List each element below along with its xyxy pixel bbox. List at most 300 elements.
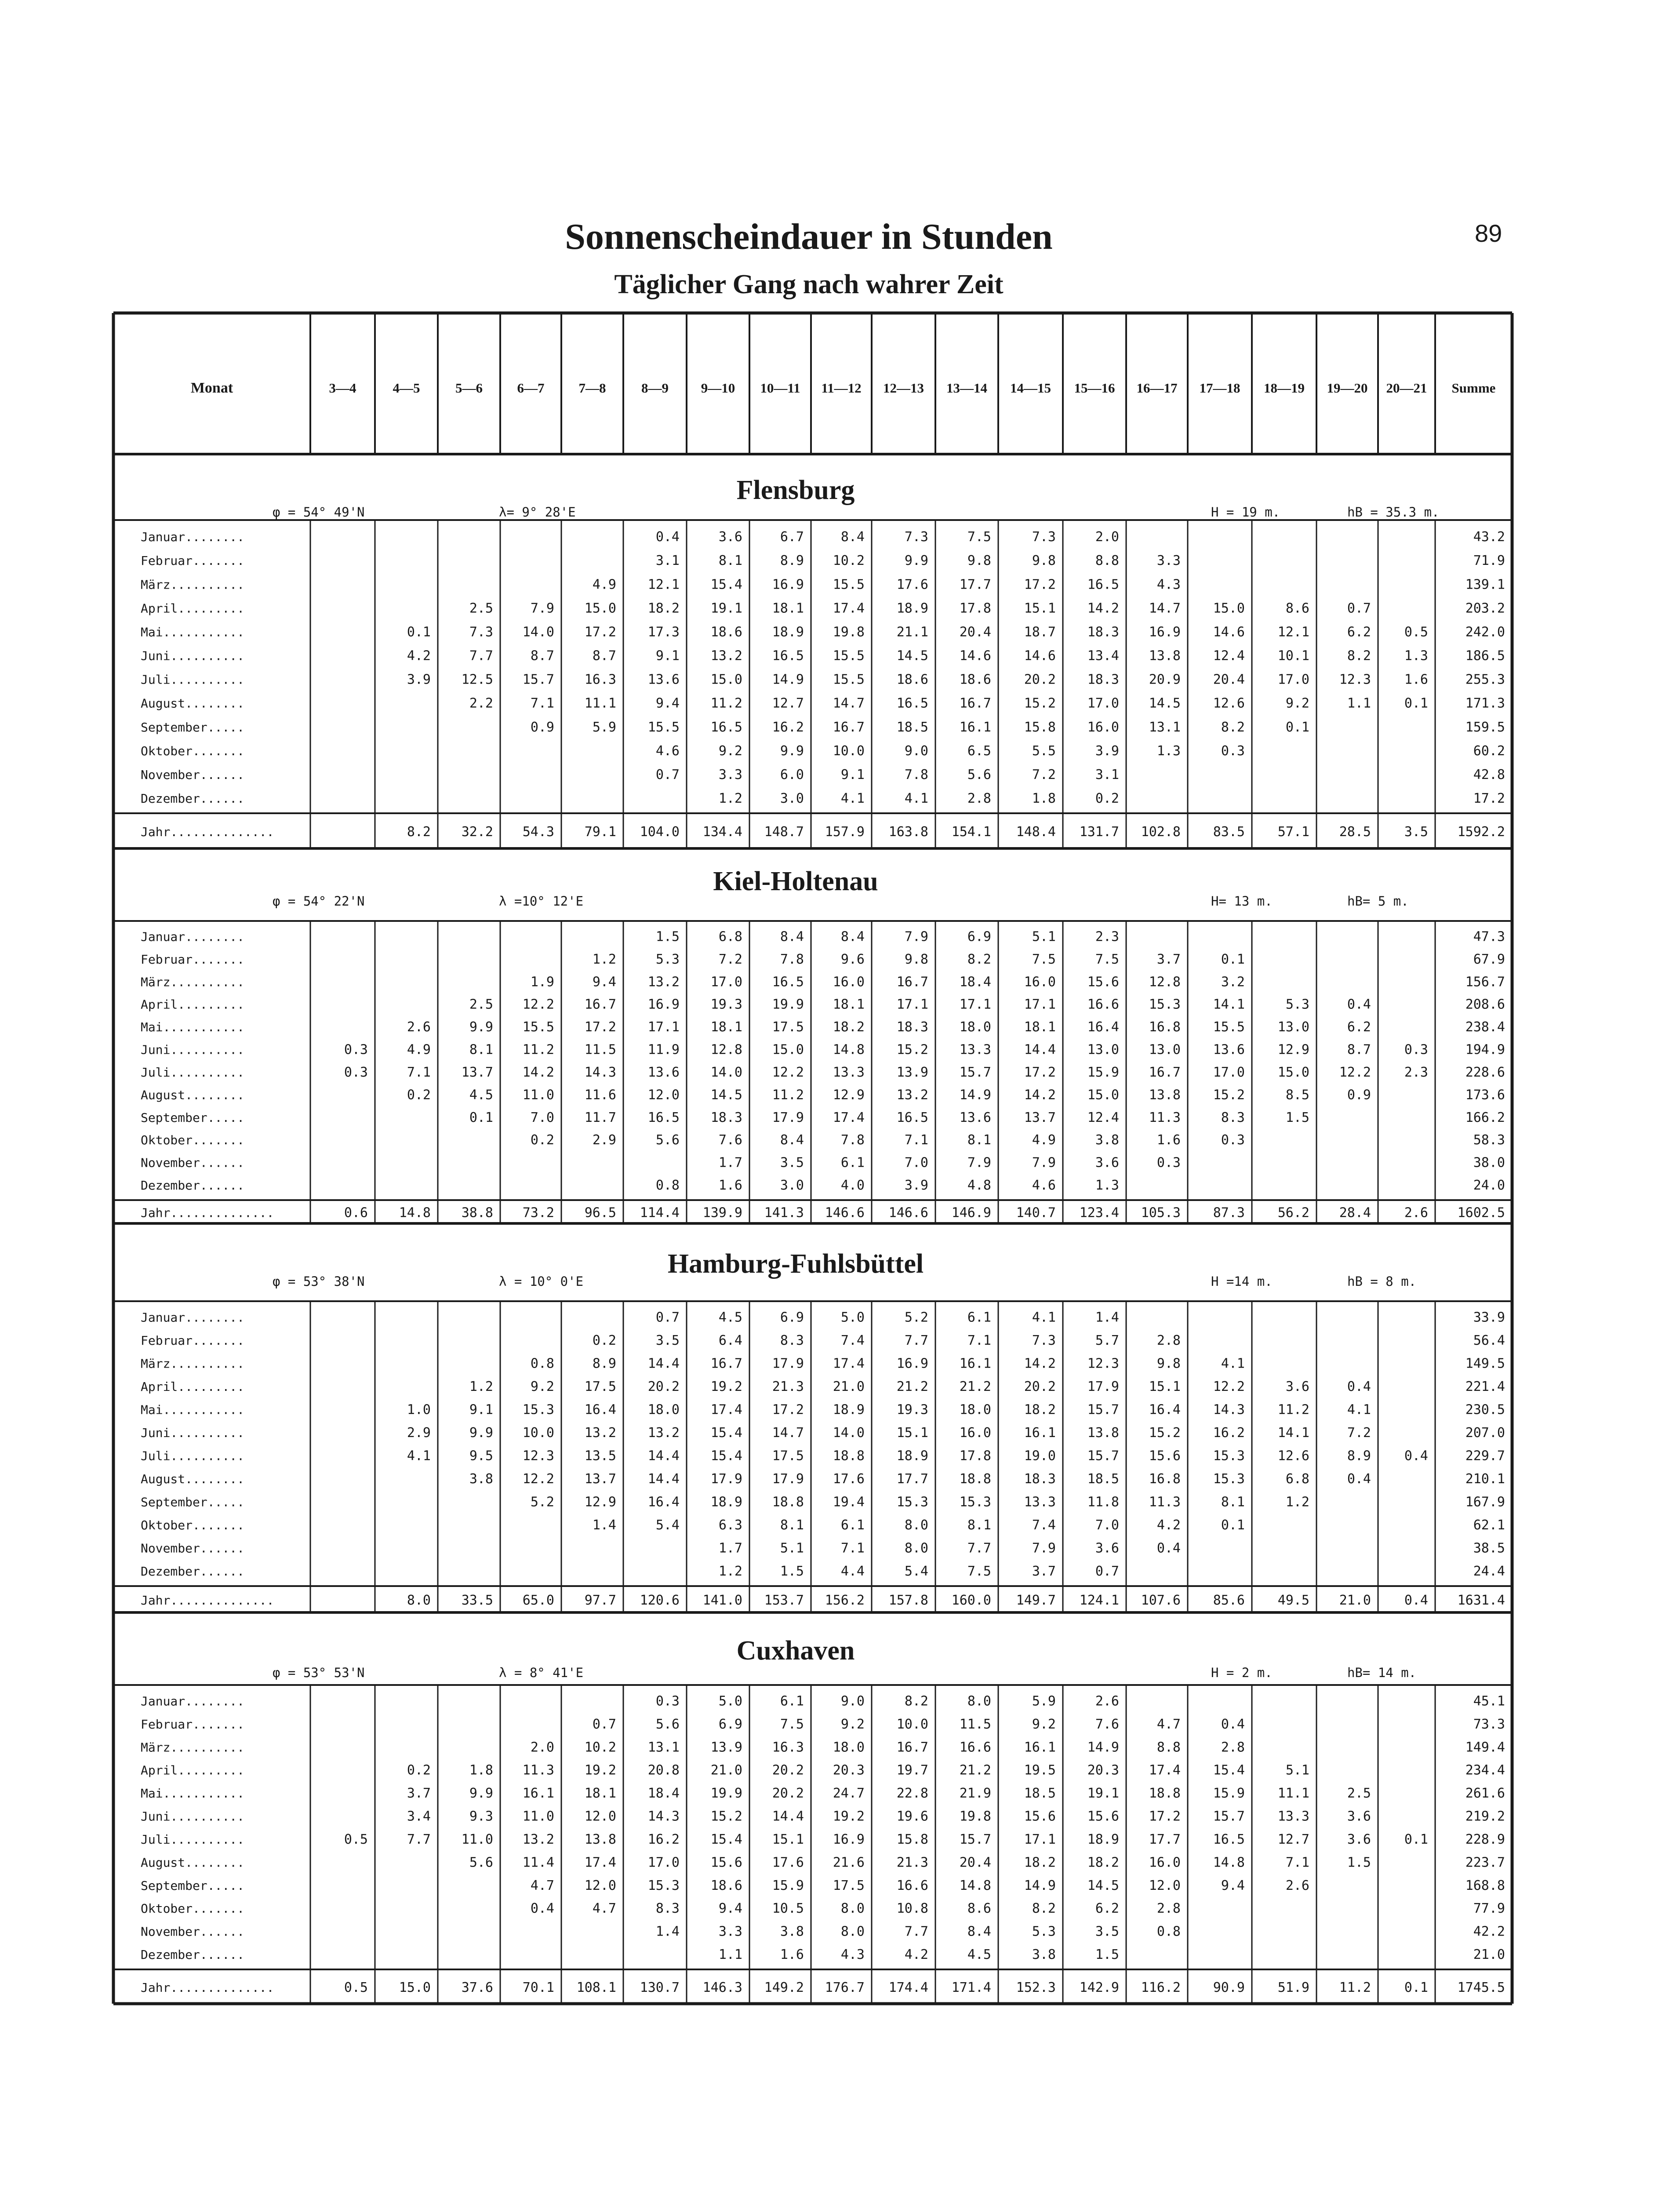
table-cell: 0.1 [1404, 1831, 1428, 1847]
table-cell: 9.9 [780, 743, 804, 759]
table-cell: 4.7 [530, 1878, 554, 1893]
station-latitude: φ = 54° 49'N [273, 505, 365, 520]
table-cell: 4.8 [967, 1178, 991, 1193]
year-cell: 96.5 [584, 1205, 616, 1221]
table-cell: 18.6 [710, 1878, 742, 1893]
year-cell: 146.9 [951, 1205, 991, 1221]
table-cell: 21.0 [833, 1379, 865, 1394]
table-cell: 15.6 [1149, 1448, 1181, 1464]
year-cell: 87.3 [1213, 1205, 1245, 1221]
table-cell: 13.2 [710, 648, 742, 664]
table-cell: 1.5 [780, 1564, 804, 1579]
table-cell: 16.1 [959, 719, 991, 735]
table-cell: 14.5 [1149, 695, 1181, 711]
year-cell: 8.2 [407, 824, 431, 840]
table-cell: 0.7 [655, 1310, 680, 1325]
year-cell: 157.9 [825, 824, 865, 840]
table-cell: 8.0 [840, 1924, 865, 1940]
table-cell: 18.1 [710, 1019, 742, 1035]
table-cell: 15.3 [647, 1878, 680, 1893]
table-cell: 15.0 [772, 1042, 804, 1058]
table-cell: 17.5 [772, 1019, 804, 1035]
year-cell: 8.0 [407, 1593, 431, 1608]
table-cell: 15.1 [1024, 600, 1056, 616]
year-cell: 28.5 [1339, 824, 1371, 840]
table-cell: 7.1 [840, 1540, 865, 1556]
table-cell: 14.1 [1213, 997, 1245, 1012]
table-cell: 0.3 [1221, 1132, 1245, 1148]
table-cell: 228.6 [1465, 1064, 1505, 1080]
table-cell: 16.1 [959, 1356, 991, 1372]
table-cell: 7.8 [780, 951, 804, 967]
table-cell: 17.1 [1024, 1831, 1056, 1847]
table-cell: 19.2 [710, 1379, 742, 1394]
table-cell: 9.2 [1285, 695, 1309, 711]
table-cell: 24.0 [1473, 1178, 1505, 1193]
table-cell: 10.1 [1277, 648, 1309, 664]
table-cell: 18.3 [710, 1110, 742, 1125]
table-cell: 1.1 [1347, 695, 1371, 711]
table-cell: 2.6 [1095, 1693, 1119, 1709]
year-cell: 15.0 [399, 1980, 431, 1995]
table-cell: 8.4 [780, 1132, 804, 1148]
table-cell: 12.3 [522, 1448, 554, 1464]
table-cell: 17.1 [647, 1019, 680, 1035]
table-cell: 19.9 [772, 997, 804, 1012]
table-cell: 0.3 [1221, 743, 1245, 759]
table-cell: 1.7 [718, 1540, 742, 1556]
table-cell: 17.8 [959, 1448, 991, 1464]
table-cell: 12.3 [1087, 1356, 1119, 1372]
table-cell: 13.7 [461, 1064, 493, 1080]
table-cell: 2.3 [1095, 929, 1119, 945]
table-cell: 13.8 [1149, 1087, 1181, 1103]
table-cell: 19.4 [833, 1494, 865, 1510]
table-cell: 15.5 [522, 1019, 554, 1035]
table-cell: 17.4 [833, 1110, 865, 1125]
table-cell: 7.2 [1032, 767, 1056, 782]
year-cell: 141.0 [702, 1593, 742, 1608]
table-cell: 2.6 [407, 1019, 431, 1035]
table-cell: 1.1 [718, 1947, 742, 1962]
table-cell: 9.4 [592, 974, 616, 990]
year-cell: 21.0 [1339, 1593, 1371, 1608]
table-cell: 8.1 [967, 1517, 991, 1533]
table-cell: 17.1 [1024, 997, 1056, 1012]
table-cell: 2.5 [1347, 1786, 1371, 1801]
table-cell: 13.6 [1213, 1042, 1245, 1058]
page-subtitle: Täglicher Gang nach wahrer Zeit [614, 269, 1004, 299]
table-cell: 14.6 [959, 648, 991, 664]
table-cell: 15.6 [1024, 1809, 1056, 1824]
table-cell: 9.3 [469, 1809, 493, 1824]
station-longitude: λ= 9° 28'E [499, 505, 576, 520]
table-cell: 16.2 [647, 1831, 680, 1847]
table-cell: 159.5 [1465, 719, 1505, 735]
table-cell: 17.3 [647, 624, 680, 640]
table-cell: 171.3 [1465, 695, 1505, 711]
table-cell: 6.2 [1347, 1019, 1371, 1035]
table-cell: 15.5 [833, 577, 865, 593]
table-cell: 219.2 [1465, 1809, 1505, 1824]
table-cell: 19.8 [959, 1809, 991, 1824]
table-cell: 12.2 [1213, 1379, 1245, 1394]
table-cell: 8.3 [780, 1333, 804, 1348]
table-cell: 15.0 [1087, 1087, 1119, 1103]
table-cell: 13.8 [1087, 1425, 1119, 1441]
table-cell: 8.8 [1095, 553, 1119, 569]
table-cell: 7.6 [718, 1132, 742, 1148]
table-cell: 17.5 [833, 1878, 865, 1893]
table-cell: 14.8 [959, 1878, 991, 1893]
header-hour-14: 14—15 [1010, 380, 1051, 396]
table-cell: 15.4 [710, 1448, 742, 1464]
table-cell: 18.9 [833, 1402, 865, 1418]
year-cell: 32.2 [461, 824, 493, 840]
table-cell: 17.6 [896, 577, 928, 593]
table-cell: 0.1 [469, 1110, 493, 1125]
table-cell: 15.4 [1213, 1762, 1245, 1778]
table-cell: 18.1 [833, 997, 865, 1012]
month-label: August........ [141, 696, 245, 711]
table-cell: 15.9 [772, 1878, 804, 1893]
table-cell: 7.5 [967, 1564, 991, 1579]
table-cell: 16.6 [959, 1739, 991, 1755]
table-cell: 1.4 [1095, 1310, 1119, 1325]
table-cell: 4.3 [840, 1947, 865, 1962]
table-cell: 4.1 [904, 791, 928, 806]
table-cell: 18.9 [710, 1494, 742, 1510]
table-cell: 8.0 [904, 1517, 928, 1533]
station-longitude: λ =10° 12'E [499, 894, 584, 909]
table-cell: 11.5 [584, 1042, 616, 1058]
table-cell: 18.9 [772, 624, 804, 640]
table-cell: 3.6 [718, 529, 742, 545]
year-cell: 70.1 [522, 1980, 554, 1995]
table-cell: 12.1 [1277, 624, 1309, 640]
table-cell: 12.8 [710, 1042, 742, 1058]
month-label: Mai........... [141, 1786, 245, 1801]
year-cell: 2.6 [1404, 1205, 1428, 1221]
table-cell: 1.2 [1285, 1494, 1309, 1510]
table-cell: 173.6 [1465, 1087, 1505, 1103]
table-cell: 9.8 [1156, 1356, 1181, 1372]
station-latitude: φ = 54° 22'N [273, 894, 365, 909]
table-cell: 0.4 [1404, 1448, 1428, 1464]
table-cell: 15.3 [522, 1402, 554, 1418]
month-label: August........ [141, 1088, 245, 1103]
table-cell: 21.0 [710, 1762, 742, 1778]
table-cell: 4.1 [840, 791, 865, 806]
table-cell: 11.8 [1087, 1494, 1119, 1510]
year-cell: 156.2 [825, 1593, 865, 1608]
table-cell: 4.1 [1221, 1356, 1245, 1372]
table-cell: 18.3 [1024, 1471, 1056, 1487]
table-cell: 17.9 [1087, 1379, 1119, 1394]
year-label: Jahr.............. [141, 1593, 274, 1608]
year-cell: 107.6 [1141, 1593, 1181, 1608]
table-cell: 6.5 [967, 743, 991, 759]
month-label: April......... [141, 997, 245, 1012]
table-cell: 6.1 [840, 1517, 865, 1533]
table-cell: 0.1 [1285, 719, 1309, 735]
table-cell: 0.1 [1221, 1517, 1245, 1533]
table-cell: 18.0 [959, 1019, 991, 1035]
table-cell: 1.0 [407, 1402, 431, 1418]
month-label: Juni.......... [141, 648, 245, 663]
table-cell: 14.2 [1087, 600, 1119, 616]
table-cell: 6.9 [718, 1716, 742, 1732]
table-cell: 5.0 [840, 1310, 865, 1325]
table-cell: 1.8 [1032, 791, 1056, 806]
table-cell: 8.1 [967, 1132, 991, 1148]
table-cell: 12.2 [522, 1471, 554, 1487]
table-cell: 0.3 [344, 1064, 368, 1080]
table-cell: 20.4 [959, 1855, 991, 1870]
year-cell: 160.0 [951, 1593, 991, 1608]
table-cell: 7.5 [1032, 951, 1056, 967]
table-cell: 4.4 [840, 1564, 865, 1579]
table-cell: 15.7 [522, 672, 554, 688]
table-cell: 8.2 [1221, 719, 1245, 735]
table-cell: 13.6 [647, 1064, 680, 1080]
table-cell: 8.7 [1347, 1042, 1371, 1058]
table-cell: 16.0 [1149, 1855, 1181, 1870]
year-cell: 148.4 [1016, 824, 1056, 840]
table-cell: 20.4 [959, 624, 991, 640]
station-name-kiel-holtenau: Kiel-Holtenau [713, 866, 878, 896]
year-label: Jahr.............. [141, 825, 274, 839]
table-cell: 16.1 [522, 1786, 554, 1801]
table-cell: 4.5 [718, 1310, 742, 1325]
table-cell: 3.6 [1095, 1540, 1119, 1556]
table-cell: 18.2 [1024, 1855, 1056, 1870]
table-cell: 6.4 [718, 1333, 742, 1348]
table-cell: 12.4 [1087, 1110, 1119, 1125]
table-cell: 17.0 [1087, 695, 1119, 711]
table-cell: 0.1 [1221, 951, 1245, 967]
table-cell: 19.2 [584, 1762, 616, 1778]
table-cell: 17.4 [1149, 1762, 1181, 1778]
month-label: Dezember...... [141, 1564, 245, 1579]
table-cell: 7.5 [967, 529, 991, 545]
table-cell: 0.7 [655, 767, 680, 782]
table-cell: 13.2 [647, 1425, 680, 1441]
table-cell: 3.3 [1156, 553, 1181, 569]
table-cell: 8.2 [1032, 1901, 1056, 1917]
table-cell: 2.2 [469, 695, 493, 711]
month-label: Mai........... [141, 625, 245, 640]
table-cell: 7.9 [530, 600, 554, 616]
month-label: Oktober....... [141, 1133, 245, 1148]
table-cell: 17.9 [710, 1471, 742, 1487]
table-cell: 18.8 [772, 1494, 804, 1510]
header-hour-8: 8—9 [641, 380, 669, 396]
table-cell: 16.5 [710, 719, 742, 735]
table-cell: 18.2 [1087, 1855, 1119, 1870]
table-cell: 4.9 [407, 1042, 431, 1058]
table-cell: 18.9 [896, 1448, 928, 1464]
table-cell: 0.5 [344, 1831, 368, 1847]
table-cell: 16.0 [1024, 974, 1056, 990]
table-cell: 15.9 [1213, 1786, 1245, 1801]
table-cell: 7.1 [967, 1333, 991, 1348]
month-label: November...... [141, 767, 245, 782]
table-cell: 6.7 [780, 529, 804, 545]
table-cell: 149.4 [1465, 1739, 1505, 1755]
table-cell: 8.7 [592, 648, 616, 664]
table-cell: 0.4 [1347, 1379, 1371, 1394]
table-cell: 14.5 [710, 1087, 742, 1103]
table-cell: 208.6 [1465, 997, 1505, 1012]
table-cell: 13.0 [1149, 1042, 1181, 1058]
table-cell: 16.9 [772, 577, 804, 593]
year-cell: 51.9 [1277, 1980, 1309, 1995]
year-cell: 97.7 [584, 1593, 616, 1608]
table-cell: 12.9 [1277, 1042, 1309, 1058]
table-cell: 17.8 [959, 600, 991, 616]
table-cell: 3.6 [1285, 1379, 1309, 1394]
table-cell: 10.0 [896, 1716, 928, 1732]
table-cell: 13.4 [1087, 648, 1119, 664]
year-label: Jahr.............. [141, 1205, 274, 1220]
table-cell: 14.5 [896, 648, 928, 664]
table-cell: 11.6 [584, 1087, 616, 1103]
table-cell: 3.8 [1032, 1947, 1056, 1962]
table-cell: 21.3 [772, 1379, 804, 1394]
year-cell: 108.1 [576, 1980, 616, 1995]
year-cell: 3.5 [1404, 824, 1428, 840]
table-cell: 8.0 [840, 1901, 865, 1917]
table-cell: 4.2 [904, 1947, 928, 1962]
table-cell: 5.6 [655, 1132, 680, 1148]
table-cell: 12.2 [522, 997, 554, 1012]
table-cell: 4.6 [1032, 1178, 1056, 1193]
table-cell: 2.8 [1156, 1901, 1181, 1917]
month-label: Dezember...... [141, 791, 245, 806]
table-cell: 11.3 [522, 1762, 554, 1778]
table-cell: 223.7 [1465, 1855, 1505, 1870]
table-cell: 15.4 [710, 1425, 742, 1441]
year-cell: 114.4 [640, 1205, 680, 1221]
table-cell: 5.2 [904, 1310, 928, 1325]
year-cell: 57.1 [1277, 824, 1309, 840]
table-cell: 13.1 [1149, 719, 1181, 735]
table-cell: 11.3 [1149, 1110, 1181, 1125]
table-cell: 17.5 [772, 1448, 804, 1464]
table-cell: 8.0 [904, 1540, 928, 1556]
year-cell: 163.8 [888, 824, 928, 840]
year-cell: 176.7 [825, 1980, 865, 1995]
table-cell: 14.4 [772, 1809, 804, 1824]
header-hour-4: 4—5 [393, 380, 420, 396]
table-cell: 5.4 [904, 1564, 928, 1579]
table-cell: 16.8 [1149, 1471, 1181, 1487]
table-cell: 9.1 [469, 1402, 493, 1418]
table-cell: 5.5 [1032, 743, 1056, 759]
table-cell: 229.7 [1465, 1448, 1505, 1464]
table-cell: 12.8 [1149, 974, 1181, 990]
table-cell: 13.1 [647, 1739, 680, 1755]
table-cell: 9.8 [967, 553, 991, 569]
table-cell: 21.2 [896, 1379, 928, 1394]
table-cell: 20.2 [1024, 672, 1056, 688]
table-cell: 7.2 [718, 951, 742, 967]
table-cell: 0.4 [1156, 1540, 1181, 1556]
table-cell: 18.8 [959, 1471, 991, 1487]
table-cell: 13.8 [584, 1831, 616, 1847]
table-cell: 15.6 [710, 1855, 742, 1870]
table-cell: 3.9 [904, 1178, 928, 1193]
table-cell: 2.0 [530, 1739, 554, 1755]
table-cell: 58.3 [1473, 1132, 1505, 1148]
table-cell: 19.0 [1024, 1448, 1056, 1464]
table-cell: 8.1 [718, 553, 742, 569]
table-cell: 5.0 [718, 1693, 742, 1709]
year-cell: 1631.4 [1457, 1593, 1505, 1608]
table-cell: 16.0 [1087, 719, 1119, 735]
table-cell: 5.1 [1032, 929, 1056, 945]
table-cell: 5.1 [1285, 1762, 1309, 1778]
table-cell: 0.7 [592, 1716, 616, 1732]
table-cell: 3.5 [780, 1155, 804, 1171]
year-cell: 157.8 [888, 1593, 928, 1608]
table-cell: 6.8 [718, 929, 742, 945]
month-label: September..... [141, 1878, 245, 1893]
month-label: Januar........ [141, 1694, 245, 1709]
table-cell: 1.9 [530, 974, 554, 990]
table-cell: 0.9 [530, 719, 554, 735]
month-label: Juli.......... [141, 672, 245, 687]
table-cell: 16.4 [647, 1494, 680, 1510]
table-cell: 15.3 [896, 1494, 928, 1510]
table-cell: 7.3 [1032, 1333, 1056, 1348]
table-cell: 7.3 [469, 624, 493, 640]
header-hour-11: 11—12 [821, 380, 862, 396]
month-label: August........ [141, 1472, 245, 1486]
table-cell: 10.8 [896, 1901, 928, 1917]
table-cell: 11.1 [584, 695, 616, 711]
month-label: November...... [141, 1924, 245, 1939]
table-cell: 18.6 [710, 624, 742, 640]
table-cell: 15.5 [833, 648, 865, 664]
month-label: Juli.......... [141, 1832, 245, 1847]
year-cell: 28.4 [1339, 1205, 1371, 1221]
table-cell: 3.1 [655, 553, 680, 569]
table-cell: 7.9 [1032, 1155, 1056, 1171]
month-label: März.......... [141, 1740, 245, 1755]
table-cell: 13.2 [896, 1087, 928, 1103]
table-cell: 16.9 [647, 997, 680, 1012]
table-cell: 18.7 [1024, 624, 1056, 640]
table-cell: 7.2 [1347, 1425, 1371, 1441]
table-cell: 7.4 [840, 1333, 865, 1348]
table-cell: 166.2 [1465, 1110, 1505, 1125]
table-cell: 194.9 [1465, 1042, 1505, 1058]
table-cell: 3.3 [718, 1924, 742, 1940]
month-label: März.......... [141, 577, 245, 592]
month-label: Dezember...... [141, 1178, 245, 1193]
table-cell: 16.4 [1149, 1402, 1181, 1418]
table-cell: 18.1 [584, 1786, 616, 1801]
table-cell: 19.1 [1087, 1786, 1119, 1801]
table-cell: 1.3 [1156, 743, 1181, 759]
table-cell: 6.1 [780, 1693, 804, 1709]
table-cell: 8.4 [840, 529, 865, 545]
table-cell: 16.5 [1213, 1831, 1245, 1847]
table-cell: 14.4 [647, 1356, 680, 1372]
station-latitude: φ = 53° 38'N [273, 1274, 365, 1289]
